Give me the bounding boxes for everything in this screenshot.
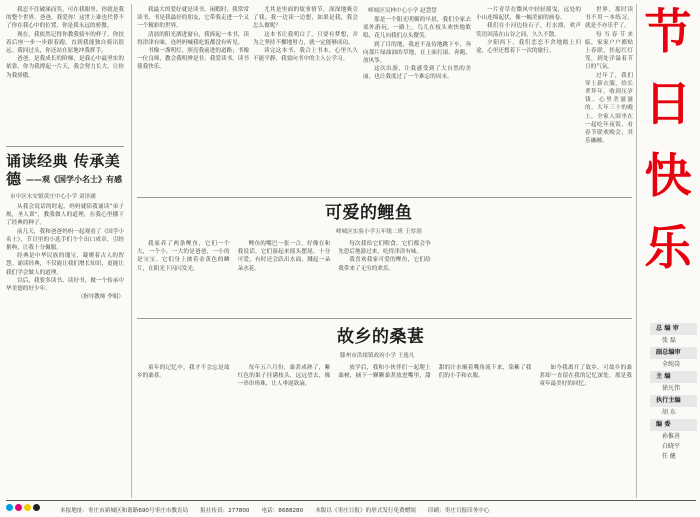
footer-rule xyxy=(6,500,696,501)
byline-mulberry: 滕州市洪绪镇政府小学 王逸凡 xyxy=(340,353,415,359)
paragraph: 我最大的爱好就是读书。闲暇时，我常常读书。书是我最好的朋友，它带我走进一个又一个精彩的世界。 xyxy=(137,7,249,30)
registration-dot-magenta xyxy=(15,504,22,511)
article-carp-body xyxy=(137,240,632,318)
staff-role-row xyxy=(650,418,697,432)
festival-banner-char: 乐 xyxy=(644,221,692,276)
staff-role-row xyxy=(650,394,697,408)
staff-name: 孙惟善 xyxy=(662,433,681,440)
subhead-classics: ——观《国学小名士》有感 xyxy=(26,175,122,184)
editorial-staff-box xyxy=(650,322,697,462)
registration-marks xyxy=(6,504,40,511)
footer-phone: 电话：8688280 xyxy=(261,507,304,514)
paragraph: 我们在小河边捡石子，打水漂，欢声笑语回荡在山谷之间，久久不散。 xyxy=(476,23,581,38)
paragraph: 我喜欢我家可爱的鲤鱼，它们给我带来了无穷的欢乐。 xyxy=(338,257,431,272)
staff-name: 全纯岗 xyxy=(662,361,681,368)
staff-name: 胡 东 xyxy=(662,409,676,416)
paragraph: 尤其是里面的故事情节，深深地吸引了我。我一边读一边想，如果是我，我会怎么做呢？ xyxy=(253,7,358,30)
article-col2-body xyxy=(137,6,249,194)
divider xyxy=(137,197,632,198)
footer xyxy=(60,502,700,517)
paragraph: 我家养了两条鲤鱼，它们一个大，一个小，一大的是爸爸，一小的是宝宝。它们身上披着金黄色的鳞片，在阳光下闪闪发光。 xyxy=(137,241,230,272)
staff-role: 执行主编 xyxy=(650,395,697,407)
staff-role: 总 编 审 xyxy=(650,323,697,335)
paragraph: 经典是中华民族的瑰宝，凝聚着古人的智慧。诵读经典，不仅能让我们增长知识，更能让我们学会做人的道理。 xyxy=(6,253,124,276)
footer-address: 本报地址：枣庄市新城区和谐路690号枣庄市教育局 xyxy=(60,507,189,514)
festival-banner-char: 日 xyxy=(644,77,692,132)
headline-carp: 可爱的鲤鱼 xyxy=(325,203,413,223)
staff-role-row xyxy=(650,322,697,336)
paragraph: 鲤鱼的嘴巴一张一合，好像在和我说话。它们游起来摇头摆尾，十分可爱，有时还会跃出水面，溅起一朵朵水花。 xyxy=(237,241,331,272)
staff-role-row xyxy=(650,346,697,360)
paragraph: 从我会说话的时起，妈妈就陪我诵读“弟子规，圣人训”，教我做人的道理，在我心里播下了经典的种子。 xyxy=(6,204,124,227)
paragraph: 前几天，我和爸爸妈妈一起观看了《国学小名士》，节目里的小选手们个个出口成章，引经据典，让我十分佩服。 xyxy=(6,228,124,252)
paragraph: 以后，我要多读书、读好书，做一个传承中华美德的好少年。 xyxy=(6,277,124,293)
column-divider xyxy=(131,4,132,498)
paragraph: 爸爸，是我成长的阶梯，是我心中最坚实的依靠。你为我撑起一片天，我会努力长大，让你为我骄傲。 xyxy=(6,56,124,79)
registration-dot-black xyxy=(33,504,40,511)
paragraph: 清晨的阳光洒进窗台，我捧起一本书，读得津津有味，连妈妈喊我吃饭都没有听见。 xyxy=(137,31,249,46)
left-column-top-text xyxy=(6,6,124,141)
staff-name: 白晓平 xyxy=(662,443,681,450)
paragraph: 夕阳西下，我们恋恋不舍地踏上归途，心里还想着下一次的旅行。 xyxy=(476,39,581,55)
staff-name: 张 磊 xyxy=(662,337,676,344)
staff-role: 主 编 xyxy=(650,371,697,383)
article-col4-body xyxy=(363,16,471,194)
paragraph: 我忍不住破涕而笑，可在我眼里，你就是我的整个世界。爸爸，我爱你！这世上谁也代替不了你在我心中的位置，你是我永远的骄傲。 xyxy=(6,7,124,30)
article-mulberry-body xyxy=(137,364,632,498)
paragraph: 一片青草在微风中轻轻摇曳，远处的小山连绵起伏，像一幅美丽的画卷。 xyxy=(476,7,581,22)
paragraph: 到了目的地，我迫不及待地跳下车，奔向那片绿油油的草地，在上面打滚、奔跑、放风筝。 xyxy=(363,41,471,65)
paragraph: 书像一盏明灯，照亮我前进的道路；书像一位良师，教会我明辨是非。我爱读书，读书使我快乐。 xyxy=(137,48,249,71)
paragraph: 这本书让我明白了，只要有梦想，并为之坚持不懈地努力，就一定能够成功。 xyxy=(253,31,358,46)
footer-fax: 报社传真：277800 xyxy=(200,507,250,514)
byline-carp: 峄城区实验小学五年级二班 王厚润 xyxy=(336,229,422,235)
registration-dot-yellow xyxy=(24,504,31,511)
staff-role-row xyxy=(650,370,697,384)
paragraph: 每当春节来临，家家户户都贴上春联，挂起红灯笼，到处洋溢着节日的气氛。 xyxy=(585,31,633,71)
registration-dot-cyan xyxy=(6,504,13,511)
paragraph: 如今我离开了故乡，可故乡的桑葚却一直留在我的记忆深处，那是我童年最美好的回忆。 xyxy=(539,365,632,388)
festival-banner-char: 节 xyxy=(644,5,692,60)
paragraph: 每年五六月份，桑葚成熟了，紫红色的果子挂满枝头，远远望去，像一串串珍珠，让人垂涎欲滴。 xyxy=(237,365,331,388)
staff-name: 徐凡伟 xyxy=(662,385,681,392)
article-col3-body xyxy=(253,6,358,194)
paragraph: 童年的记忆中，我才不会忘是故乡的桑葚。 xyxy=(137,365,230,380)
paragraph: 放学后，我和小伙伴们一起爬上桑树，摘下一颗颗桑葚放进嘴里，甜甜的汁水顺着嘴角流下来，染紫了我们的小手和衣服。 xyxy=(338,365,532,380)
footer-printer: 印刷：枣庄日报印务中心 xyxy=(427,507,490,514)
byline-col4: 峄城区吴林中心小学 赵慧慧 xyxy=(368,8,437,14)
paragraph: 过年了，我们穿上新衣服，给长辈拜年，收到压岁钱，心里美滋滋的。大年三十的晚上，全家人围坐在一起吃年夜饭，看春节联欢晚会，其乐融融。 xyxy=(585,72,633,145)
divider xyxy=(6,146,124,147)
footer-edition: 本版以《枣庄日报》的形式发行免费赠阅 xyxy=(315,507,416,514)
festival-banner-char: 快 xyxy=(644,149,692,204)
byline-classics: 市中区水安镇黄庄中心小学 刘泽涵 xyxy=(10,194,96,200)
staff-role: 编 委 xyxy=(650,419,697,431)
paragraph: 世界，那时读书不用一本练习，就是不亦乐乎了。 xyxy=(585,7,633,30)
headline-mulberry: 故乡的桑葚 xyxy=(337,327,425,347)
article-col5-body xyxy=(476,6,581,194)
staff-name: 任 健 xyxy=(662,453,676,460)
headline-classics: 诵读经典 传承美德 xyxy=(6,152,121,188)
paragraph: 那是一个阳光明媚的早晨，我们全家去郊外游玩。一路上，鸟儿在枝头欢快地歌唱，花儿向我们点头微笑。 xyxy=(363,17,471,40)
teacher-credit: （指导教师 李娟） xyxy=(77,294,124,301)
paragraph: 现在，我依然记得你教我骑车的样子，你扶着后座一步一步跟着跑，直到我能独自骑出很远。我回过头，你还站在原地冲我挥手。 xyxy=(6,31,124,55)
article-classics-body xyxy=(6,203,124,493)
paragraph: 每次我给它们喂食，它们都会争先恐后地游过来，吃得津津有味。 xyxy=(338,241,431,256)
paragraph: 这次出游，让我感受到了大自然的美丽，也让我度过了一个难忘的周末。 xyxy=(363,66,471,81)
divider xyxy=(137,318,632,319)
staff-role: 副总编审 xyxy=(650,347,697,359)
paragraph: 读完这本书，我合上书本，心里久久不能平静，我要向书中的主人公学习。 xyxy=(253,48,358,63)
